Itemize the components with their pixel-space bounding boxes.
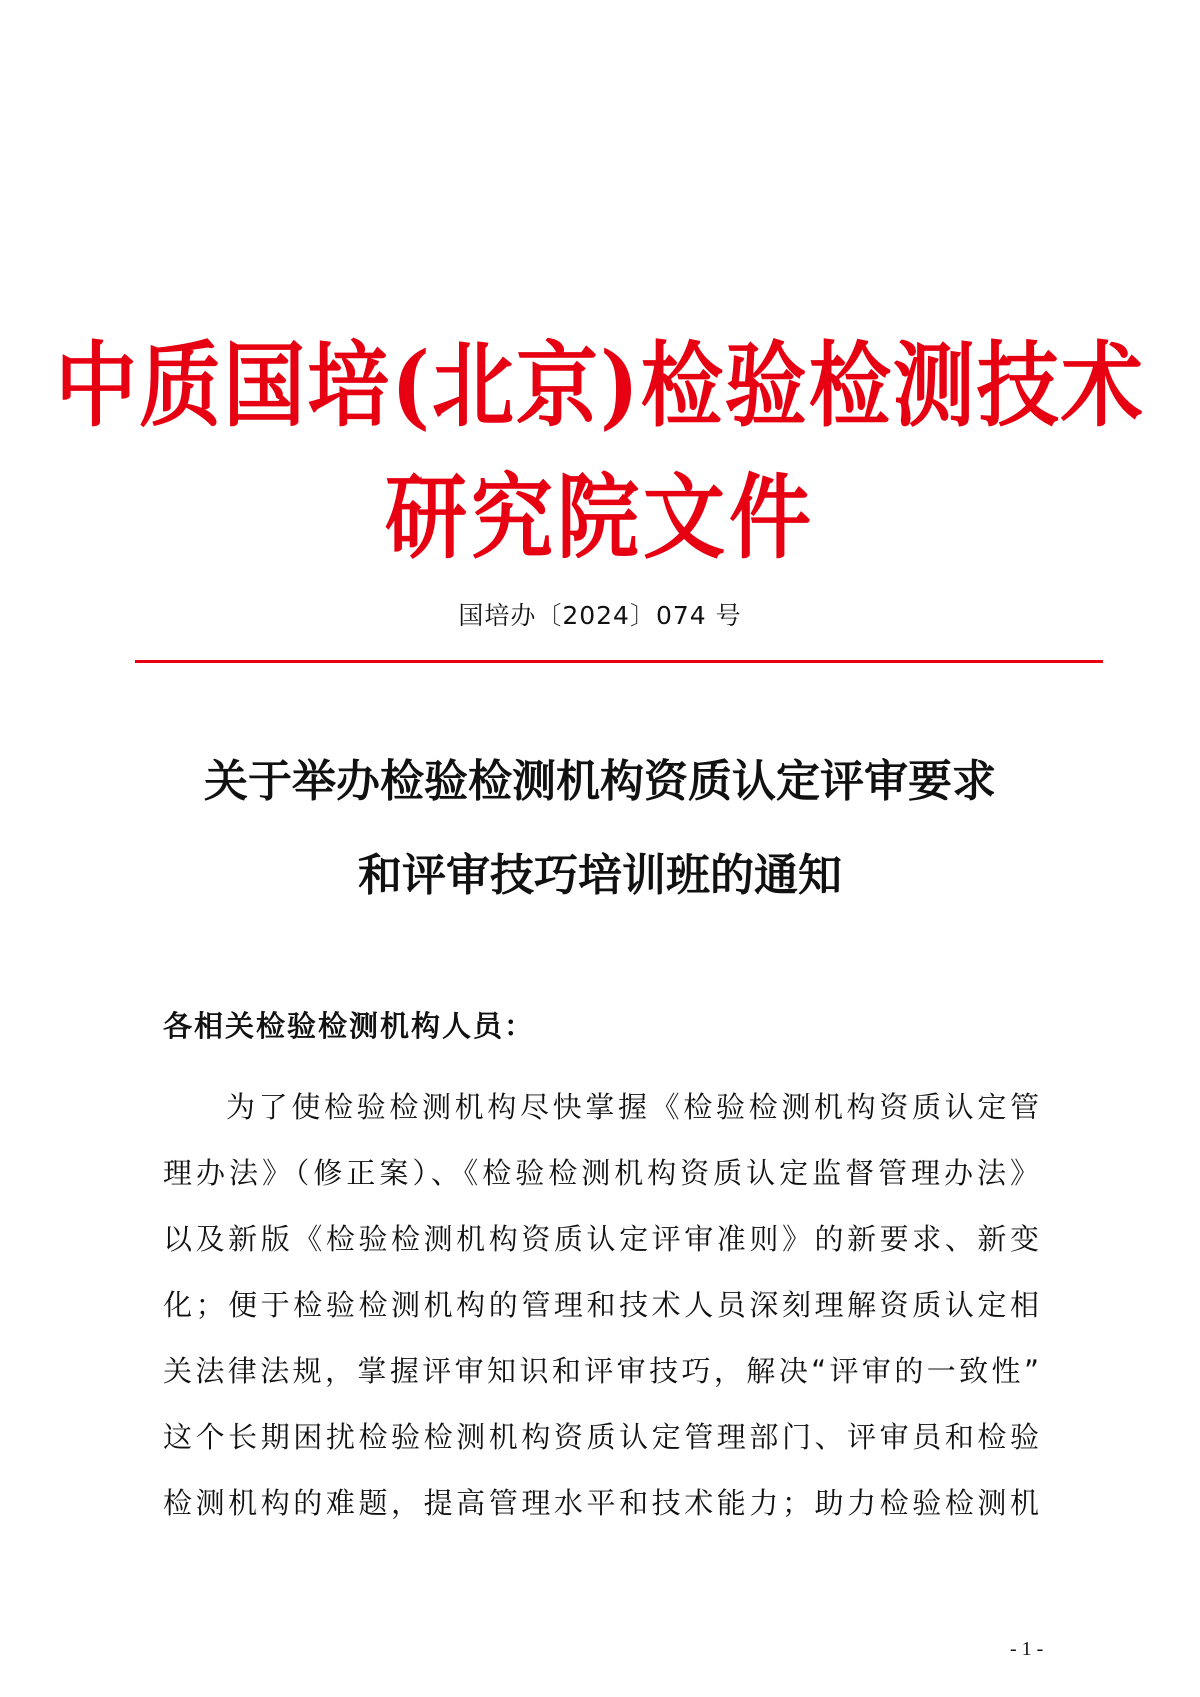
body-line: 以及新版《检验检测机构资质认定评审准则》的新要求、新变 <box>163 1222 1039 1256</box>
page-number: - 1 - <box>1010 1638 1044 1660</box>
body-line: 检测机构的难题，提高管理水平和技术能力；助力检验检测机 <box>163 1486 1039 1520</box>
org-header-line2: 研究院文件 <box>384 464 815 572</box>
body-line: 关法律法规，掌握评审知识和评审技巧，解决“评审的一致性” <box>163 1354 1039 1388</box>
document-number: 国培办〔2024〕074 号 <box>458 601 742 630</box>
notice-title-line2: 和评审技巧培训班的通知 <box>358 850 842 901</box>
salutation: 各相关检验检测机构人员： <box>163 1009 536 1043</box>
org-header-line1: 中质国培(北京)检验检测技术 <box>55 332 1145 440</box>
body-line: 这个长期困扰检验检测机构资质认定管理部门、评审员和检验 <box>163 1420 1039 1454</box>
body-line: 化；便于检验检测机构的管理和技术人员深刻理解资质认定相 <box>163 1288 1039 1322</box>
notice-title-line1: 关于举办检验检测机构资质认定评审要求 <box>204 756 996 807</box>
body-line: 理办法》（修正案）、《检验检测机构资质认定监督管理办法》 <box>163 1156 1039 1190</box>
body-line: 为了使检验检测机构尽快掌握《检验检测机构资质认定管 <box>226 1090 1039 1124</box>
red-divider <box>135 660 1103 663</box>
